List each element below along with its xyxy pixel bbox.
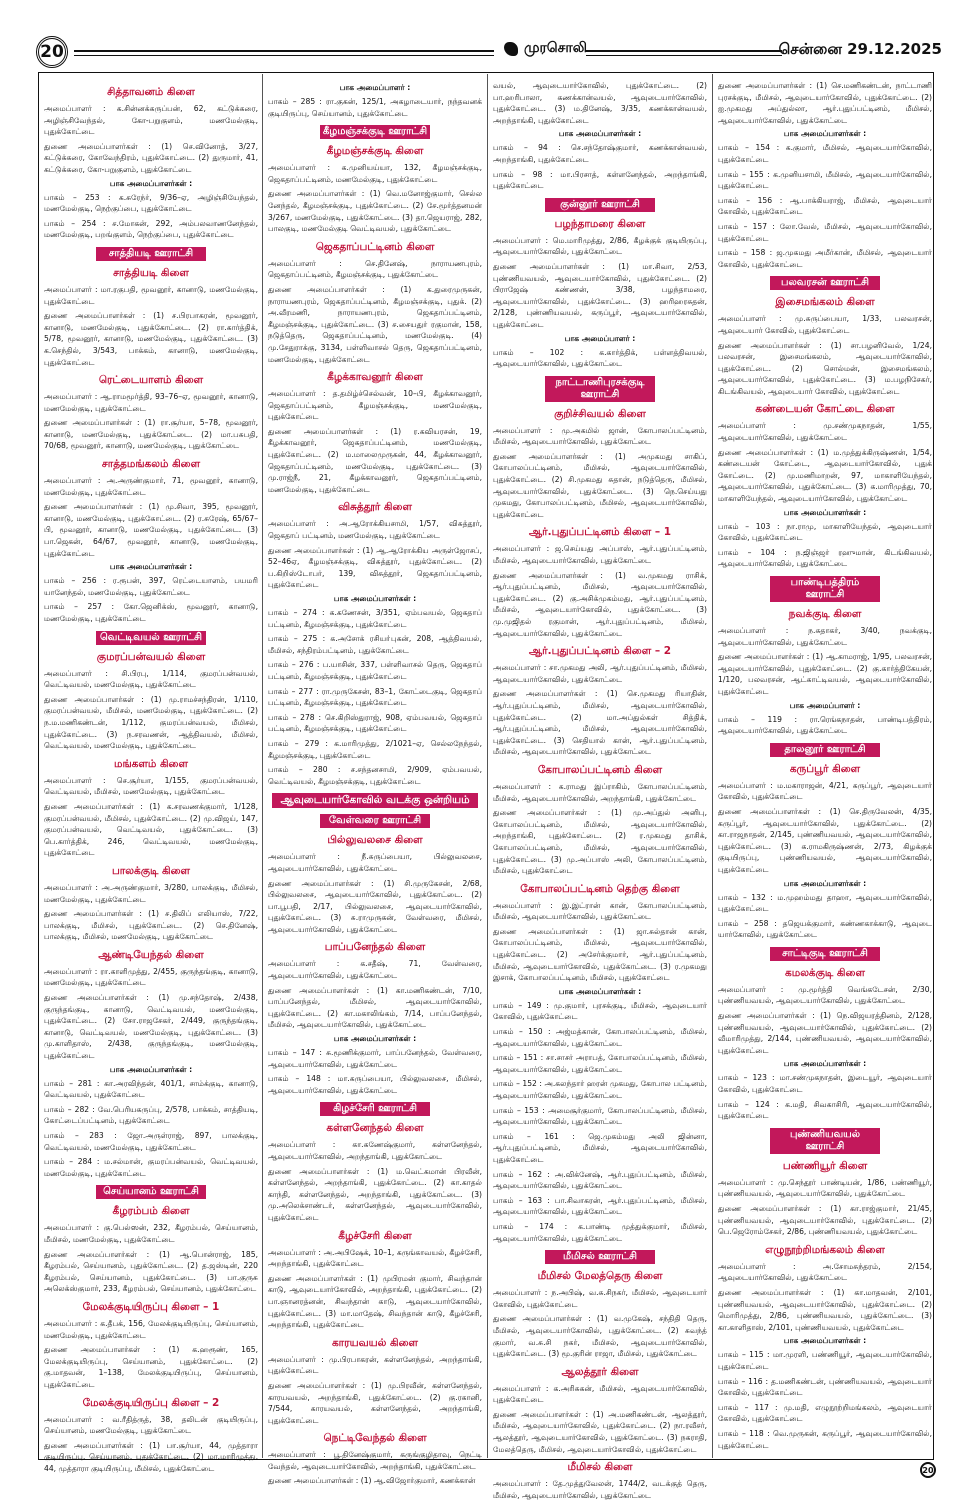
- branch-heading: ரெட்டையாளம் கிளை: [98, 374, 204, 387]
- listing-paragraph: பாகம் – 116 : த.மணிகண்டன், புண்ணியவயல், ஆவுடையார் கோவில், புதுக்கோட்டை: [718, 1376, 932, 1398]
- listing-paragraph: பாகம் – 275 : க.அசோக் ரசியா்புகன், 208, ஆத்திவயல், மீமிசல், சந்திரம்பட்டினம், புதுக்கோட்டை: [268, 634, 482, 655]
- listing-paragraph: துணை அமைப்பாளர்கள் : (1) மு.சிவா, 395, மூவனூர், கானாடு, மணமேல்குடி, புதுக்கோட்டை. (2) ர.சுரேஷ், 65/67–பி, மூவனூர், கானாடு, மணமேல்குடி, புதுக்கோட்டை. (3) பா.ஜெகன், 64/67, மூவனூர், கானாடு, மணமேல்குடி, புதுக்கோட்டை: [44, 502, 258, 558]
- listing-paragraph: அமைப்பாளர் : நீ.சுருப்பையா, பில்லுவலசை, ஆவுடையார்கோவில், புதுக்கோட்டை: [268, 852, 482, 873]
- branch-heading: கீழரம்பம் கிளை: [112, 1205, 190, 1218]
- listing-paragraph: பாகம் – 158 : ஜ.முகமது அமீர்கான், மீமிசல், ஆவுடையார் கோவில், புதுக்கோட்டை: [718, 248, 932, 269]
- listing-paragraph: பாகம் – 280 : ச.சந்தனசாமி, 2/909, ஏம்பவயல், வெட்டிவயல், கீழமஞ்சக்குடி, புதுக்கோட்டை: [268, 765, 482, 786]
- listing-paragraph: அமைப்பாளர் : அ.சோமசுந்தரம், 2/154, ஆவுடையார்கோவில், புதுக்கோட்டை: [718, 1261, 932, 1283]
- listing-paragraph: பாகம் – 152 : அ.கலந்தார் ஹரன் முகமது, கோபால பட்டினம், ஆவுடையார்கோவில், புதுக்கோட்டை: [493, 1079, 707, 1100]
- section-subheading: பாக அமைப்பாளர்கள் :: [333, 594, 417, 603]
- listing-paragraph: துணை அமைப்பாளர்கள் : (1) ர.கவியரசன், 19, கீழக்காவனூர், ஜெகதாப்பட்டினம், மணமேல்குடி, புதுக்கோட்டை. (2) ம.மாலைமுருகன், 44, கீழக்காவனூர், ஜெகதாப்பட்டினம், மணமேல்குடி, புதுக்கோட்டை. (3) மு.ராஜ்நீ, 21, கீழக்காவனூர், ஜெகதாப்பட்டினம், மணமேல்குடி, புதுக்கோட்டை: [268, 426, 482, 494]
- branch-heading: கமலக்குடி கிளை: [785, 966, 865, 979]
- listing-paragraph: பாகம் – 276 : ப.யாசின், 337, பள்ளிவாசல் தெரு, ஜெகதாப் பட்டினம், கீழமஞ்சக்குடி, புதுக்கோட்டை: [268, 660, 482, 681]
- listing-paragraph: பாகம் – 147 : சு.மூணிக்குமார், பாப்பனேந்தல், வேள்வரை, ஆவுடையார்கோவில், புதுக்கோட்டை: [268, 1048, 482, 1069]
- panchayat-banner: மீமிசல் ஊராட்சி: [545, 1250, 655, 1264]
- listing-paragraph: அமைப்பாளர் : அ.அருண்குமார், 71, மூவனூர், கானாடு, மணமேல்குடி, புதுக்கோட்டை: [44, 476, 258, 497]
- listing-paragraph: அமைப்பாளர் : கா.கணேஷ்குமார், கள்ளனேந்தல், ஆவுடையார்கோவில், அறந்தாங்கி, புதுக்கோட்டை: [268, 1140, 482, 1161]
- listing-paragraph: பாகம் – 103 : நா.ராமு, மாகாளியேந்தல், ஆவுடையார் கோவில், புதுக்கோட்டை: [718, 521, 932, 543]
- panchayat-banner: புண்ணியவயல் ஊராட்சி: [770, 1128, 880, 1154]
- listing-paragraph: பாகம் – 115 : மா.முரளி, பண்ணியூர், ஆவுடையார்கோவில், புதுக்கோட்டை: [718, 1350, 932, 1371]
- listing-paragraph: பாகம் – 258 : தஜெயக்குமார், கண்ணகாக்காடு, ஆவுடை யார்கோவில், புதுக்கோட்டை: [718, 918, 932, 940]
- column-divider: [712, 74, 713, 1458]
- listing-paragraph: துணை அமைப்பாளர்கள் : (1) ஜா.சுல்தான் கான், கோபாலப்பட்டினம், மீமிசல், ஆவுடையார்கோவில், புதுக்கோட்டை. (2) அசேர்க்குமார், ஆர்.புதுப்பட்டினம், மீமிசல், ஆவுடையார்கோவில், புதுக்கோட்டை. (3) ர.முகமது இசாக், கோபாலப்பட்டினம், மீமிசல், புதுக்கோட்டை: [493, 926, 707, 983]
- panchayat-banner: சாட்டிகுடி ஊராட்சி: [770, 947, 880, 961]
- listing-paragraph: பாகம் – 161 : ஜெ.முகம்மது அலி ஜின்னா, ஆர்.புதுப்பட்டினம், மீமிசல், ஆவுடையார்கோவில், புதுக்கோட்டை: [493, 1131, 707, 1164]
- listing-paragraph: துணை அமைப்பாளர்கள் : (1) வ.முகேஷ், சந்திதி தெரு, மீமிசல், ஆவுடையார்கோவில், புதுக்கோட்டை. (2) சுவந்த் குமார், வ.சு.சி நகர், மீமிசல், ஆவுடையார்கோவில், புதுக்கோட்டை. (3) மூ.குரின் ராஜா, மீமிசல், புதுக்கோட்டை: [493, 1314, 707, 1359]
- listing-paragraph: அமைப்பாளர் : அ.அபிஷேக், 10–1, கருங்காவயல், கீழச்சேரி, அறந்தாங்கி, புதுக்கோட்டை: [268, 1247, 482, 1269]
- branch-heading: ஆர்.புதுப்பட்டினம் கிளை – 1: [528, 526, 672, 539]
- listing-paragraph: பாகம் – 285 : ரா.குகன், 125/1, அகழாடையார், நந்தவனக் குடியிருப்பு, செய்யானம், புதுக்கோட்டை: [268, 97, 482, 118]
- paper-emblem-icon: [504, 42, 518, 56]
- listing-paragraph: துணை அமைப்பாளர்கள் : (1) ரா.சூர்யா, 5–78, மூவனூர், கானாடு, மணமேல்குடி, புதுக்கோட்டை. (2) மா.பசுபதி, 70/68, மூவனூர், கானாடு, மணமேல்குடி, புதுக்கோட்டை: [44, 418, 258, 451]
- section-subheading: பாக அமைப்பாளர்கள் :: [783, 507, 867, 517]
- masthead-rule-left: [74, 50, 494, 56]
- panchayat-banner: கிழச்சேரி ஊராட்சி: [320, 1102, 430, 1116]
- branch-heading: பில்லுவலசை கிளை: [327, 834, 423, 847]
- listing-paragraph: பாகம் – 281 : கா.அரவிந்தன், 401/1, சாம்க்குடி, கானாடு, வெட்டிவயல், புதுக்கோட்டை: [44, 1078, 258, 1100]
- listing-paragraph: துணை அமைப்பாளர்கள் : (1) வெ.மனோஜ்குமார், செல்ல னேந்தல், கீழமஞ்சக்குடி, புதுக்கோட்டை. (2) சே.மூர்த்தனமன் 3/267, மணமேல்குடி, புதுக்கோட்டை. (3) தா.ஜெயராஜ், 282, பாலகுடி, மணமேல்குடி வெட்டிவயல், புதுக்கோட்டை: [268, 189, 482, 234]
- listing-paragraph: துணை அமைப்பாளர்கள் : (1) செ.வினோத், 3/27, கட்டுக்கரை, கோவேந்திரம், புதுக்கோட்டை. (2) துருமார், 41, கட்டுக்கரை, கோ-பறுகுளம், புதுக்கோட்டை: [44, 141, 258, 174]
- listing-paragraph: பாகம் – 174 : க.பாண்டி முத்துக்குமார், மீமிசல், ஆவுடையார்கோவில், புதுக்கோட்டை: [493, 1221, 707, 1243]
- panchayat-banner: குன்னூர் ஊராட்சி: [545, 198, 655, 212]
- panchayat-banner: வெட்டிவயல் ஊராட்சி: [96, 631, 206, 645]
- listing-paragraph: அமைப்பாளர் : மா.ரகுபதி, மூவனூர், கானாடு, மணமேல்குடி, புதுக்கோட்டை: [44, 284, 258, 306]
- branch-heading: மீமிசல் மேலத்தெரு கிளை: [537, 1270, 663, 1283]
- listing-paragraph: பாகம் – 162 : அ.விக்னேஷ், ஆர்.புதுப்பட்டினம், மீமிசல், ஆவுடையார்கோவில், புதுக்கோட்டை: [493, 1169, 707, 1191]
- listing-paragraph: பாகம் – 98 : மா.பிரசாத், கள்ளனேந்தல், அறந்தாங்கி, புதுக்கோட்டை: [493, 169, 707, 191]
- listing-paragraph: துணை அமைப்பாளர்கள் : (1) ஆ.விஜோர்குமார், கணக்கான்: [268, 1476, 476, 1486]
- branch-heading: கள்ளனேந்தல் கிளை: [326, 1122, 424, 1135]
- listing-paragraph: துணை அமைப்பாளர்கள் : (1) வ.முகமது ராசிக், ஆர்.புதுப்பட்டினம், மீமிசல், ஆவுடையார்கோவில், புதுக்கோட்டை. (2) கு.அசிக்முகம்மது, ஆர்.புதுப்பட்டினம், மீமிசல், ஆவுடையார்கோவில், புதுக்கோட்டை. (3) மு.முஜிதல் ரகுமான், ஆர்.புதுப்பட்டினம், மீமிசல், ஆவுடையார்கோவில், புதுக்கோட்டை: [493, 570, 707, 638]
- listing-paragraph: அமைப்பாளர் : ந.அபிஷ், வ.சு.சிநகர், மீமிசல், ஆவுடையார் கோவில், புதுக்கோட்டை: [493, 1288, 707, 1309]
- paper-logo: [504, 40, 587, 58]
- branch-heading: பழந்தாமரை கிளை: [554, 217, 646, 230]
- listing-paragraph: துணை அமைப்பாளர்கள் : (1) மு.பிரவீன், கள்ளனேந்தல், காரயவயல், அறந்தாங்கி, புதுக்கோட்டை. (2) கு.ரகானி, 7/544, காரயவயல், கள்ளனேந்தல், அறந்தாங்கி, புதுக்கோட்டை: [268, 1380, 482, 1425]
- listing-paragraph: அமைப்பாளர் : சா.முகமது அலி, ஆர்.புதுப்பட்டினம், மீமிசல், ஆவுடையார்கோவில், புதுக்கோட்டை: [493, 663, 707, 684]
- panchayat-banner: சாத்தியடி ஊராட்சி: [96, 247, 206, 261]
- branch-heading: விசுத்தூர் கிளை: [338, 501, 412, 514]
- section-subheading: பாக அமைப்பாளர்கள் :: [783, 1059, 867, 1069]
- listing-paragraph: அமைப்பாளர் : ம.மகாராஜன், 4/21, கருப்பூர், ஆவுடையார் கோவில், புதுக்கோட்டை: [718, 780, 932, 802]
- branch-heading: கோபாலப்பட்டினம் கிளை: [537, 763, 663, 776]
- section-subheading: பாக அமைப்பாளர்கள் :: [783, 878, 867, 888]
- union-banner: ஆவுடையார்கோவில் வடக்கு ஒன்றியம்: [272, 793, 478, 808]
- listing-paragraph: பாகம் – 132 : ம.முஹம்மது தாஹா, ஆவுடையார்கோவில், புதுக்கோட்டை: [718, 892, 932, 914]
- listing-paragraph: துணை அமைப்பாளர்கள் : (1) ஆ.ஆரோக்கிய அருள்ஜோசப், 52–46ஏ, கீழமஞ்சக்குடி, விசுத்தூர், புதுக்கோட்டை. (2) ப.கிறிஸ்டோபர், 139, விசுத்தூர், ஜெகதாப்பட்டினம், புதுக்கோட்டை: [268, 545, 482, 590]
- listing-paragraph: அமைப்பாளர் : அ.ஆரோக்கியசாமி, 1/57, விசுத்தூர், ஜெகதாப் பட்டினம், மணமேல்குடி, புதுக்கோட்டை: [268, 519, 482, 541]
- listing-paragraph: பாகம் – 163 : பா.சிவாகரன், ஆர்.புதுப்பட்டினம், மீமிசல், ஆவுடையார்கோவில், புதுக்கோட்டை: [493, 1195, 707, 1217]
- branch-heading: சித்தாவனம் கிளை: [107, 86, 195, 98]
- dateline: சென்னை 29.12.2025: [778, 40, 942, 58]
- listing-paragraph: துணை அமைப்பாளர்கள் : (1) ஆ.பொன்ராஜ், 185, கீழரம்பல், செய்யானம், புதுக்கோட்டை. (2) த.ஜஸ்டின், 220 கீழரம்பல், செய்யானம், புதுக்கோட்டை. (3) பா.குருசு அலெக்ஸ்குமார், 233, கீழரம்பல், செய்யானம், புதுக்கோட்டை: [44, 1249, 258, 1294]
- listing-paragraph: அமைப்பாளர் : மு.சுருப்பையா, 1/33, பலவரசன், ஆவுடையார் கோவில், புதுக்கோட்டை: [718, 314, 932, 335]
- listing-paragraph: பாகம் – 117 : மு.மதி, எழுநூற்றிமங்கலம், ஆவுடையார் கோவில், புதுக்கோட்டை: [718, 1402, 932, 1424]
- column-4: [718, 80, 932, 1450]
- listing-paragraph: துணை அமைப்பாளர்கள் : (1) அ.மணிகண்டன், ஆலத்தூர், மீமிசல், ஆவுடையார்கோவில், புதுக்கோட்டை. (2) நா.ரவீசர், ஆலத்தூர், ஆவுடையார்கோவில், புதுக்கோட்டை. (3) நகராதி, மேலத்தெரு, மீமிசல், ஆவுடையார்கோவில், புதுக்கோட்டை: [493, 1409, 707, 1454]
- listing-paragraph: அமைப்பாளர் : மு.மூர்த்தி வெங்கடேசன், 2/30, புண்ணியவயல், ஆவுடையார்கோவில், புதுக்கோட்டை: [718, 984, 932, 1006]
- listing-paragraph: துணை அமைப்பாளர்கள் : (1) கா.மாதவன், 2/101, புண்ணியவயல், ஆவுடையார்கோவில், புதுக்கோட்டை. (2) மொரிமுத்து, 2/86, புண்ணியவயல், புதுக்கோட்டை. (3) கா.காளிதாஸ், 2/101, புண்ணியவயல், புதுக்கோட்டை: [718, 1287, 932, 1332]
- listing-paragraph: பாகம் – 154 : க.குமார், மீமிசல், ஆவுடையார்கோவில், புதுக்கோட்டை: [718, 143, 932, 164]
- listing-paragraph: அமைப்பாளர் : ந.சுதாகர், 3/40, நவக்குடி, ஆவுடையார்கோவில், புதுக்கோட்டை: [718, 626, 932, 647]
- listing-paragraph: பாகம் – 149 : மு.குமார், புரசக்குடி, மீமிசல், ஆவுடையார் கோவில், புதுக்கோட்டை: [493, 1000, 707, 1022]
- listing-paragraph: அமைப்பாளர் : செ.தினேஷ், நாராயணபுரம், ஜெகதாப்பட்டினம், கீழமஞ்சக்குடி, புதுக்கோட்டை: [268, 258, 482, 280]
- listing-paragraph: பாகம் – 274 : க.கணேசன், 3/351, ஏம்பவயல், ஜெகதாப் பட்டினம், கீழமஞ்சக்குடி, புதுக்கோட்டை: [268, 608, 482, 629]
- listing-paragraph: அமைப்பாளர் : க.அரிசுகன், மீமிசல், ஆவுடையார்கோவில், புதுக்கோட்டை: [493, 1383, 707, 1405]
- listing-paragraph: துணை அமைப்பாளர்கள் : (1) ம.முத்துக்கிருஷ்ணன், 1/54, கண்டையன் கோட்டை, ஆவுடையார்கோவில், புதுக் கோட்டை. (2) மு.மணிமாறன், 97, மாகாளியேந்தல், ஆவுடையார்கோவில், புதுக்கோட்டை. (3) க.மாரிமுத்து, 70, மாகாளியேந்தல், ஆவுடையார்கோவில், புதுக்கோட்டை: [718, 447, 932, 504]
- listing-paragraph: துணை அமைப்பாளர்கள் : (1) அமுகமது சாகிப், கோபாலப்பட்டினம், மீமிசல், ஆவுடையார்கோவில், புதுக்கோட்டை. (2) சி.முகமது சுதான், நடுத்தெரு, மீமிசல், ஆவுடையார்கோவில், புதுக்கோட்டை. (3) நெ.செய்யது முகமது, கோபாலப்பட்டினம், மீமிசல், ஆவுடையார்கோவில், புதுக்கோட்டை: [493, 451, 707, 519]
- section-subheading: பாக அமைப்பாளர்கள் :: [783, 129, 867, 139]
- panchayat-banner: செய்யானம் ஊராட்சி: [96, 1185, 206, 1199]
- branch-heading: மேலக்குடியிருப்பு கிளை – 1: [82, 1300, 220, 1313]
- listing-paragraph: பாகம் – 256 : ர.ரூபன், 397, ரெட்டையாளம், பயமரி யானேந்தல், மணமேல்குடி, புதுக்கோட்டை: [44, 576, 258, 597]
- column-2: [268, 80, 482, 1486]
- panchayat-banner: வேள்வரை ஊராட்சி: [320, 814, 430, 828]
- listing-paragraph: அமைப்பாளர் : பூ.தினேஷ்குமார், கருங்குழிதாவு, நெட்டி வேந்தல், ஆவுடையார்கோவில், அறந்தாங்கி, புதுக்கோட்டை: [268, 1450, 482, 1471]
- listing-paragraph: அமைப்பாளர் : சி.பிரபு, 1/114, குமரப்பன்வயல், வெட்டிவயல், மணமேல்குடி, புதுக்கோட்டை: [44, 668, 258, 690]
- listing-paragraph: பாகம் – 277 : ரா.முருகேசன், 83–1, கோட்டைகுடி, ஜெகதாப் பட்டினம், கீழமஞ்சக்குடி, புதுக்கோட்டை: [268, 686, 482, 708]
- listing-paragraph: அமைப்பாளர் : மெ.மாரிமுத்து, 2/86, கீழக்குக் குடியிருப்பு, ஆவுடையார்கோவில், புதுக்கோட்டை: [493, 235, 707, 257]
- listing-paragraph: துணை அமைப்பாளர்கள் : (1) மா.சிவா, 2/53, புண்ணியவயல், ஆவுடையார்கோவில், புதுக்கோட்டை. (2) பிராஜேஷ் கண்ணன், 3/38, பழந்தாமரை, ஆவுடையார்கோவில், புதுக்கோட்டை. (3) ஹரிஹரசுதன், 2/128, புண்ணியவயல், கருப்பூர், ஆவுடையார்கோவில், புதுக்கோட்டை: [493, 261, 707, 329]
- listing-paragraph: அமைப்பாளர் : வ.ரீதித்ருத், 38, தலிடன் குடியிருப்பு, செய்யானம், மணமேல்குடி, புதுக்கோட்டை: [44, 1414, 258, 1436]
- panchayat-banner: பாண்டிபத்திரம் ஊராட்சி: [770, 576, 880, 602]
- listing-paragraph: துணை அமைப்பாளர்கள் : (1) மு.சந்தோஷ், 2/438, குருந்தங்குடி, கானாடு, வெட்டிவயல், மணமேல்குடி, புதுக்கோட்டை. (2) சோ.ராஜசேகர், 2/449, குருந்தங்குடி, கானாடு, வெட்டிவயல், மணமேல்குடி, புதுக்கோட்டை. (3) மு.காளிதாஸ், 2/438, குருந்தங்குடி, மணமேல்குடி, புதுக்கோட்டை: [44, 993, 258, 1061]
- listing-paragraph: அமைப்பாளர் : த.தமிழ்ச்செல்வன், 10–பி, கீழக்காவனூர், ஜெகதாப்பட்டினம், கீழமஞ்சக்குடி, மணமேல்குடி, புதுக்கோட்டை: [268, 389, 482, 422]
- listing-paragraph: பாகம் – 148 : மா.கருப்பையா, பில்லுவலசை, மீமிசல், ஆவுடையார்கோவில், புதுக்கோட்டை: [268, 1074, 482, 1095]
- listing-paragraph: பாகம் – 151 : சா.சாசர் அராபத், கோபாலப்பட்டினம், மீமிசல், ஆவுடையார்கோவில், புதுக்கோட்டை: [493, 1053, 707, 1074]
- listing-paragraph: துணை அமைப்பாளர்கள் : (1) செ.திருவேலன், 4/35, கருப்பூர், ஆவுடையார்கோவில், புதுக்கோட்டை. (2) கா.ராஜநாதன், 2/145, புண்ணியவயல், ஆவுடையார்கோவில், புதுக்கோட்டை. (3) க.ராமகிருஷ்ணன், 2/73, கிழக்குக் குடியிருப்பு, புண்ணியவயல், ஆவுடையார்கோவில், புதுக்கோட்டை: [718, 806, 932, 874]
- listing-paragraph: துணை அமைப்பாளர்கள் : (1) முபிரமன் குமார், சிவந்தான் காடு, ஆவுடையார்கோவில், அறந்தாங்கி, புதுக்கோட்டை. (2) பா.ஞானரத்னன், சிவந்தான் காடு, ஆவுடையார்கோவில், புதுக்கோட்டை. (3) மா.மாதேஷ், சிவந்தான் காடு, கீழச்சேரி, அறந்தாங்கி, புதுக்கோட்டை: [268, 1273, 482, 1330]
- listing-paragraph: பாகம் – 155 : க.முனியசாமி, மீமிசல், ஆவுடையார்கோவில், புதுக்கோட்டை: [718, 169, 932, 191]
- branch-heading: மீமிசல் கிளை: [567, 1461, 633, 1474]
- branch-heading: ஆலத்தூர் கிளை: [561, 1365, 639, 1378]
- listing-paragraph: பாகம் – 253 : க.சுரேந்ர், 9/36–ஏ, அழிஞ்சியேந்தல், மணமேல்குடி, நெற்குப்பை, புதுக்கோட்டை: [44, 192, 258, 214]
- listing-paragraph: பாகம் – 124 : க.மதி, சிவகாசிரி, ஆவுடையார்கோவில், புதுக்கோட்டை: [718, 1099, 932, 1121]
- section-subheading: பாக அமைப்பாளர்கள் :: [109, 178, 193, 188]
- branch-heading: சாத்தியடி கிளை: [113, 266, 189, 279]
- masthead-rule-right: [586, 50, 782, 56]
- footer-page-number: 20: [920, 1462, 936, 1478]
- listing-paragraph: துணை அமைப்பாளர்கள் : (1) மு.ராமச்சந்திரன், 1/110, குமரப்பன்வயல், மீமிசல், மணமேல்குடி, புதுக்கோட்டை. (2) ந.ம.மணிகண்டன், 1/112, குமரப்பன்வயல், மீமிசல், புதுக்கோட்டை. (3) ந.சரவணன், ஆத்திவயல், மீமிசல், வெட்டிவயல், மணமேல்குடி, புதுக்கோட்டை: [44, 694, 258, 751]
- listing-paragraph: துணை அமைப்பாளர்கள் : (1) க.ஹரூண், 165, மேலக்குடியிருப்பு, செய்யானம், புதுக்கோட்டை. (2) கு.மாதவன், 1–138, மேலக்குடியிருப்பு, செய்யானம், புதுக்கோட்டை: [44, 1345, 258, 1389]
- section-subheading: பாக அமைப்பாளர் :: [339, 83, 411, 92]
- listing-paragraph: துணை அமைப்பாளர்கள் : (1) ச.பிரபாகரன், மூவனூர், கானாடு, மணமேல்குடி, புதுக்கோட்டை. (2) ரா.கார்த்திக், 5/78, மூவனூர், கானாடு, மணமேல்குடி, புதுக்கோட்டை. (3) க.செந்தில், 3/543, பாக்கம், கானாடு, மணமேல்குடி, புதுக்கோட்டை: [44, 311, 258, 367]
- listing-paragraph: பாகம் – 119 : ரா.ரெங்கநாதன், பாண்டிபத்திரம், ஆவுடையார்கோவில், புதுக்கோட்டை: [718, 714, 932, 736]
- listing-paragraph: அமைப்பாளர் : இ.இட்ரான் கான், கோபாலப்பட்டினம், மீமிசல், ஆவுடையார்கோவில், புதுக்கோட்டை: [493, 900, 707, 922]
- listing-paragraph: அமைப்பாளர் : க.தீபக், 156, மேலக்குடியிருப்பு, செய்யானம், மணமேல்குடி, புதுக்கோட்டை: [44, 1318, 258, 1340]
- column-3: [493, 80, 707, 1500]
- listing-paragraph: பாகம் – 104 : ந.ஜிஞ்ஜர் ரஹுமான், கிடங்கிவயல், ஆவுடையார்கோவில், புதுக்கோட்டை: [718, 547, 932, 569]
- section-subheading: பாக அமைப்பாளர்கள் :: [558, 129, 642, 139]
- branch-heading: ஜெகதாப்பட்டினம் கிளை: [315, 240, 435, 253]
- listing-paragraph: துணை அமைப்பாளர்கள் : (1) மு.அப்துல் அனிபு, கோபாலப்பட்டினம், மீமிசல், ஆவுடையார்கோவில், அறந்தாங்கி, புதுக்கோட்டை. (2) ர.முகமது தாசிக், கோபாலப்பட்டினம், மீமிசல், ஆவுடையார்கோவில், புதுக்கோட்டை. (3) மு.அப்பாஸ் அலி, கோபாலப்பட்டினம், மீமிசல், புதுக்கோட்டை: [493, 808, 707, 876]
- listing-paragraph: துணை அமைப்பாளர்கள் : (1) கா.மணிகண்டன், 7/10, பாப்பனேந்தல், மீமிசல், ஆவுடையார்கோவில், புதுக்கோட்டை. (2) கா.மகாலிங்கம், 7/14, பாப்பனேந்தல், மீமிசல், ஆவுடையார்கோவில், புதுக்கோட்டை: [268, 985, 482, 1030]
- branch-heading: குறிச்சிவயல் கிளை: [554, 407, 646, 420]
- listing-paragraph: பாகம் – 94 : செ.சந்தோஷ்குமார், கணக்கான்வயல், அறந்தாங்கி, புதுக்கோட்டை: [493, 143, 707, 164]
- listing-paragraph: துணை அமைப்பாளர்கள் : (1) கா.ராஜ்குமார், 21/45, புண்ணியவயல், ஆவுடையார்கோவில், புதுக்கோட்டை. (2) பெ.ஜெரோம்சேகர், 2/86, புண்ணியவயல், புதுக்கோட்டை: [718, 1204, 932, 1237]
- listing-paragraph: பாகம் – 150 : அஜ்மத்கான், கோபாலப்பட்டினம், மீமிசல், ஆவுடையார்கோவில், புதுக்கோட்டை: [493, 1027, 707, 1048]
- branch-heading: இசைமங்கலம் கிளை: [775, 296, 875, 309]
- listing-paragraph: பாகம் – 153 : அமைசூர்குமார், கோபாலப்பட்டினம், மீமிசல், ஆவுடையார்கோவில், புதுக்கோட்டை: [493, 1105, 707, 1127]
- panchayat-banner: நாட்டாணிபுரசக்குடி ஊராட்சி: [545, 376, 655, 402]
- masthead: [26, 34, 946, 70]
- branch-heading: குமரப்பன்வயல் கிளை: [96, 650, 206, 663]
- listing-paragraph: பாகம் – 123 : மா.சண்முகநாதன், இடையூர், ஆவுடையார் கோவில், புதுக்கோட்டை: [718, 1073, 932, 1095]
- section-subheading: பாக அமைப்பாளர்கள் :: [109, 1064, 193, 1074]
- listing-paragraph: பாகம் – 284 : ம.சல்மான், குமரப்பன்வயல், வெட்டிவயல், மணமேல்குடி, புதுக்கோட்டை: [44, 1157, 258, 1178]
- listing-paragraph: பாகம் – 156 : ஆ.பாக்கியராஜ், மீமிசல், ஆவுடையார் கோவில், புதுக்கோட்டை: [718, 195, 932, 217]
- section-subheading: பாக அமைப்பாளர் :: [564, 333, 636, 343]
- listing-paragraph: பாகம் – 118 : வெ.முருகன், கருப்பூர், ஆவுடையார்கோவில், புதுக்கோட்டை: [718, 1428, 932, 1450]
- listing-paragraph: பாகம் – 279 : க.மாரிமுத்து, 2/1021–ஏ, செல்லநேந்தல், கீழமஞ்சக்குடி, புதுக்கோட்டை: [268, 738, 482, 760]
- listing-paragraph: பாகம் – 257 : கோ.ஜெனிக்ஸ், மூவனூர், கானாடு, மணமேல்குடி, புதுக்கோட்டை: [44, 602, 258, 623]
- section-subheading: பாக அமைப்பாளர்கள் :: [558, 986, 642, 996]
- listing-paragraph: அமைப்பாளர் : மு.அகமில் ஜான், கோபாலப்பட்டினம், மீமிசல், ஆவுடையார்கோவில், புதுக்கோட்டை: [493, 425, 707, 447]
- branch-heading: கோபாலப்பட்டினம் தெற்கு கிளை: [520, 882, 680, 895]
- branch-heading: கீழமஞ்சக்குடி கிளை: [326, 145, 424, 158]
- column-1: [44, 80, 258, 1473]
- listing-paragraph: அமைப்பாளர் : மு.செந்தூர் பாண்டியன், 1/86, பண்ணியூர், புண்ணியவயல், ஆவுடையார்கோவில், புதுக்கோட்டை: [718, 1177, 932, 1199]
- listing-paragraph: வயல், ஆவுடையார்கோவில், புதுக்கோட்டை. (2) பா.ஹரிபாலா, கணக்கான்வயல், ஆவுடையார்கோவில், புதுக்கோட்டை. (3) ம.தினேஷ், 3/35, கணக்கான்வயல், அறந்தாங்கி, புதுக்கோட்டை: [493, 81, 707, 125]
- listing-paragraph: துணை அமைப்பாளர்கள் : (1) சா.பழனிவேல், 1/24, பலவரசன், இசைமங்கலம், ஆவுடையார்கோவில், புதுக்கோட்டை. (2) சொல்மன், இசைமங்கலம், ஆவுடையார்கோவில், புதுக்கோட்டை. (3) ம.பழநிசேகர், கிடங்கிவயல், ஆவுடையார் கோவில், புதுக்கோட்டை: [718, 340, 932, 396]
- listing-paragraph: பாகம் – 157 : லோ.வேல், மீமிசல், ஆவுடையார்கோவில், புதுக்கோட்டை: [718, 221, 932, 243]
- section-subheading: பாக அமைப்பாளர் :: [789, 700, 861, 710]
- branch-heading: கீழச்சேரி கிளை: [338, 1229, 412, 1242]
- section-subheading: பாக அமைப்பாளர்கள் :: [333, 1034, 417, 1044]
- listing-paragraph: அமைப்பாளர் : ஜ.செய்யது அப்பாஸ், ஆர்.புதுப்பட்டினம், மீமிசல், ஆவுடையார்கோவில், புதுக்கோட்டை: [493, 544, 707, 566]
- listing-paragraph: அமைப்பாளர் : அ.அருண்குமார், 3/280, பாலக்குடி, மீமிசல், மணமேல்குடி, புதுக்கோட்டை: [44, 882, 258, 904]
- listing-paragraph: அமைப்பாளர் : செ.சூர்யா, 1/155, குமரப்பன்வயல், வெட்டிவயல், மீமிசல், மணமேல்குடி, புதுக்கோட்டை: [44, 775, 258, 797]
- column-divider: [487, 74, 488, 1458]
- listing-paragraph: அமைப்பாளர் : க.முனியய்யா, 132, கீழமஞ்சக்குடி, ஜெகதாப்பட்டினம், மணமேல்குடி, புதுக்கோட்டை: [268, 163, 482, 184]
- branch-heading: கருப்பூர் கிளை: [789, 762, 861, 775]
- branch-heading: காரயவயல் கிளை: [331, 1336, 419, 1349]
- listing-paragraph: துணை அமைப்பாளர்கள் : (1) க.துரைமுருகன், நாராயணபுரம், ஜெகதாப்பட்டினம், கீழமஞ்சக்குடி, புதுக். (2) அ.வீரமணி, நாராயணபுரம், ஜெகதாப்பட்டினம், கீழமஞ்சக்குடி, புதுக்கோட்டை. (3) ச.சையதுர் ரகுமான், 158, நடுத்தெரு, ஜெகதாப்பட்டினம், மணமேல்குடி. (4) மு.சேதுராக்கு, 3134, பள்ளிவாசல் தெரு, ஜெகதாப்பட்டினம், மணமேல்குடி, புதுக்கோட்டை: [268, 284, 482, 364]
- branch-heading: கீழக்காவனூர் கிளை: [327, 371, 423, 384]
- listing-paragraph: அமைப்பாளர் : மு.பிரபாகரன், கள்ளனேந்தல், அறந்தாங்கி, புதுக்கோட்டை: [268, 1354, 482, 1376]
- branch-heading: ஆண்டியேந்தல் கிளை: [98, 948, 204, 961]
- section-subheading: பாக அமைப்பாளர்கள் :: [783, 1336, 867, 1346]
- panchayat-banner: தாலனூர் ஊராட்சி: [770, 743, 880, 757]
- listing-paragraph: அமைப்பாளர் : க.சதீஷ், 71, வேள்வரை, ஆவுடையார்கோவில், புதுக்கோட்டை: [268, 959, 482, 981]
- listing-paragraph: அமைப்பாளர் : கு.பெல்ஸன், 232, கீழரம்பல், செய்யானம், மீமிசல், மணமேல்குடி, புதுக்கோட்டை: [44, 1223, 258, 1244]
- listing-paragraph: பாகம் – 254 : ச.மோகன், 292, அம்பலவாணனேந்தல், மணமேல்குடி, பறங்குளம், நெற்குப்பை, புதுக்கோட்டை: [44, 218, 258, 240]
- branch-heading: எழுநூற்றிமங்கலம் கிளை: [765, 1243, 885, 1256]
- listing-paragraph: துணை அமைப்பாளர்கள் : (1) செ.முகமது ரியாதின், ஆர்.புதுப்பட்டினம், மீமிசல், ஆவுடையார்கோவில், புதுக்கோட்டை. (2) மா.அப்துல்கள் சித்திக், ஆர்.புதுப்பட்டினம், மீமிசல், ஆவுடையார்கோவில், புதுக்கோட்டை. (3) செதியால் கான், ஆர்.புதுப்பட்டினம், மீமிசல், ஆவுடையார்கோவில், புதுக்கோட்டை: [493, 689, 707, 757]
- listing-paragraph: துணை அமைப்பாளர்கள் : (1) பா.சூர்யா, 44, முத்தாரா குடியிருப்பு, செய்யானம், புதுக்கோட்டை. (2) மா.மாரிமுத்து, 44, முத்தாரா குடியிருப்பு, மீமிசல், புதுக்கோட்டை: [44, 1440, 258, 1473]
- listing-paragraph: அமைப்பாளர் : க.ராமது இப்ராகிம், கோபாலப்பட்டினம், மீமிசல், ஆவுடையார்கோவில், அறந்தாங்கி, புதுக்கோட்டை: [493, 781, 707, 803]
- branch-heading: மங்களம் கிளை: [114, 757, 188, 770]
- listing-paragraph: பாகம் – 283 : ஜோ.அருள்ராஜ், 897, பாலக்குடி, வெட்டிவயல், மணமேல்குடி, புதுக்கோட்டை: [44, 1131, 258, 1152]
- listing-paragraph: துணை அமைப்பாளர்கள் : (1) ம.வெட்கமான் பிரவீன், கள்ளனேந்தல், அறந்தாங்கி, புதுக்கோட்டை. (2) கா.காதல் காந்தி, கள்ளனேந்தல், அறந்தாங்கி, புதுக்கோட்டை. (3) மு.அலெக்சாண்டர், கள்ளனேந்தல், ஆவுடையார்கோவில், புதுக்கோட்டை: [268, 1166, 482, 1222]
- listing-paragraph: துணை அமைப்பாளர்கள் : (1) செ.மணிகண்டன், நாட்டாணி புரசக்குடி, மீமிசல், ஆவுடையார்கோவில், புதுக்கோட்டை. (2) ஐ.முகமது அப்துல்லா, ஆர்.புதுப்பட்டினம், மீமிசல், ஆவுடையார்கோவில், புதுக்கோட்டை: [718, 81, 932, 125]
- branch-heading: நவக்குடி கிளை: [788, 608, 862, 620]
- branch-heading: பண்ணியூர் கிளை: [782, 1159, 868, 1172]
- listing-paragraph: பாகம் – 278 : செ.கிறிஸ்துராஜ், 908, ஏம்பவயல், ஜெகதாப் பட்டினம், கீழமஞ்சக்குடி, புதுக்கோட்டை: [268, 712, 482, 734]
- listing-paragraph: துணை அமைப்பாளர்கள் : (1) ஆ.காமராஜ், 1/95, பலவரசன், ஆவுடையார்கோவில், புதுக்கோட்டை. (2) கு.கார்த்திகேயன், 1/120, பலவரசன், ஆட்காட்டிவயல், ஆவுடையார்கோவில், புதுக்கோட்டை: [718, 652, 932, 696]
- branch-heading: நெட்டிவேந்தல் கிளை: [323, 1432, 427, 1445]
- panchayat-banner: பலவரசன் ஊராட்சி: [770, 276, 880, 290]
- branch-heading: பாலக்குடி கிளை: [111, 864, 191, 877]
- panchayat-banner: கீழமஞ்சக்குடி ஊராட்சி: [320, 125, 430, 139]
- paper-name: முரசொலி: [524, 40, 587, 56]
- branch-heading: ஆர்.புதுப்பட்டினம் கிளை – 2: [528, 645, 672, 658]
- listing-paragraph: அமைப்பாளர் : ரா.காளிமுத்து, 2/455, குருந்தங்குடி, கானாடு, மணமேல்குடி, புதுக்கோட்டை: [44, 966, 258, 988]
- page-number-badge: 20: [36, 36, 68, 68]
- listing-paragraph: அமைப்பாளர் : க.சின்னக்கருப்பன், 62, கட்டுக்கரை, அழிஞ்சிவேந்தல், கோ-பறுகுளம், மணமேல்குடி, புதுக்கோட்டை: [44, 104, 258, 137]
- section-subheading: பாக அமைப்பாளர்கள் :: [109, 562, 193, 572]
- listing-paragraph: அமைப்பாளர் : மு.சண்முகநாதன், 1/55, ஆவுடையார்கோவில், புதுக்கோட்டை: [718, 421, 932, 443]
- column-divider: [262, 74, 263, 1458]
- listing-paragraph: துணை அமைப்பாளர்கள் : (1) சி.முருகேசன், 2/68, பில்லுவலசை, ஆவுடையார்கோவில், புதுக்கோட்டை. (2) பா.பூபதி, 2/17, பில்லுவலசை, ஆவுடையார்கோவில், புதுக்கோட்டை. (3) சு.ராமுருகன், வேள்வரை, மீமிசல், ஆவுடையார்கோவில், புதுக்கோட்டை: [268, 878, 482, 934]
- listing-paragraph: துணை அமைப்பாளர்கள் : (1) ச.திலிப் எலியாஸ், 7/22, பாலக்குடி, மீமிசல், புதுக்கோட்டை. (2) செ.தினேஷ், பாலக்குடி, மீமிசல், மணமேல்குடி, புதுக்கோட்டை: [44, 909, 258, 942]
- listing-paragraph: துணை அமைப்பாளர்கள் : (1) க.சரவணக்குமார், 1/128, குமரப்பன்வயல், மீமிசல், புதுக்கோட்டை. (2) மு.விஜய், 147, குமரப்பன்வயல், வெட்டிவயல், புதுக்கோட்டை. (3) பெ.கார்த்திக், 246, வெட்டிவயல், மணமேல்குடி, புதுக்கோட்டை: [44, 801, 258, 858]
- branch-heading: கண்டையன் கோட்டை கிளை: [755, 403, 895, 416]
- listing-paragraph: துணை அமைப்பாளர்கள் : (1) நெ.விஜயரத்தினம், 2/128, புண்ணியவயல், ஆவுடையார்கோவில், புதுக்கோட்டை. (2) வீமாரிமுத்து, 2/144, புண்ணியவயல், ஆவுடையார்கோவில், புதுக்கோட்டை: [718, 1011, 932, 1055]
- listing-paragraph: பாகம் – 282 : வே.பெரியகருப்பு, 2/578, பாக்கம், சாத்தியடி, கோட்டைப்பட்டினம், புதுக்கோட்டை: [44, 1104, 258, 1126]
- branch-heading: மேலக்குடியிருப்பு கிளை – 2: [82, 1396, 220, 1409]
- branch-heading: சாத்தமங்கலம் கிளை: [101, 458, 201, 471]
- listing-paragraph: அமைப்பாளர் : தே.முத்துவேலன், 1744/2, வடக்குத் தெரு, மீமிசல், ஆவுடையார்கோவில், புதுக்கோட்டை: [493, 1479, 707, 1500]
- listing-paragraph: அமைப்பாளர் : ஆ.ராமமூர்த்தி, 93–76–ஏ, மூவனூர், கானாடு, மணமேல்குடி, புதுக்கோட்டை: [44, 392, 258, 413]
- branch-heading: பாப்பனேந்தல் கிளை: [324, 941, 426, 954]
- listing-paragraph: பாகம் – 102 : க.கார்த்திக், பள்ளத்திவயல், ஆவுடையார்கோவில், புதுக்கோட்டை: [493, 347, 707, 369]
